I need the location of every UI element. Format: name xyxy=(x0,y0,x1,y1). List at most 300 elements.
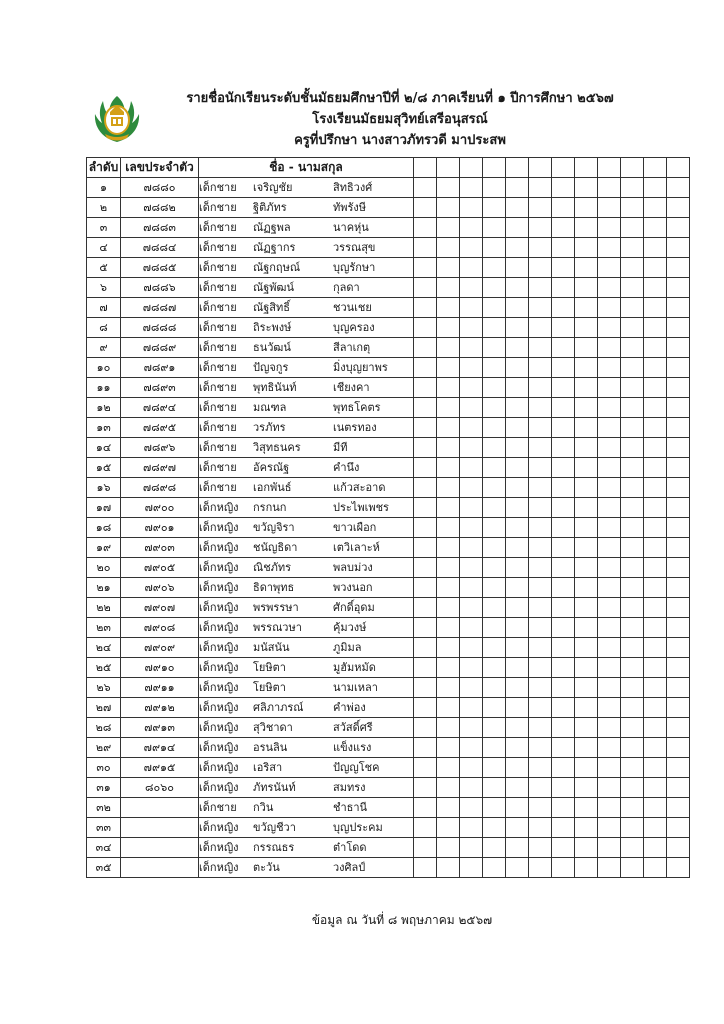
table-row xyxy=(87,218,690,238)
blank-cell xyxy=(529,378,552,398)
first-name: สุวิชาดา xyxy=(253,721,293,734)
row-number: ๓๒ xyxy=(87,798,121,818)
blank-cell xyxy=(575,398,598,418)
blank-cell xyxy=(667,318,690,338)
table-row xyxy=(87,798,690,818)
blank-cell xyxy=(506,858,529,878)
blank-cell xyxy=(483,518,506,538)
blank-cell xyxy=(621,278,644,298)
blank-cell xyxy=(414,198,437,218)
blank-cell xyxy=(598,858,621,878)
blank-cell xyxy=(644,218,667,238)
student-name-cell xyxy=(199,598,414,618)
row-number: ๒๙ xyxy=(87,738,121,758)
row-number: ๒๔ xyxy=(87,638,121,658)
table-row xyxy=(87,458,690,478)
blank-cell xyxy=(506,758,529,778)
last-name: ศักดิ์อุดม xyxy=(333,601,375,614)
blank-cell xyxy=(667,278,690,298)
blank-cell xyxy=(552,358,575,378)
blank-cell xyxy=(598,298,621,318)
blank-cell xyxy=(552,438,575,458)
blank-cell xyxy=(644,638,667,658)
school-name: โรงเรียนมัธยมสุวิทย์เสรีอนุสรณ์ xyxy=(312,112,488,127)
blank-cell xyxy=(621,338,644,358)
student-id: ๗๙๐๗ xyxy=(121,598,199,618)
blank-cell xyxy=(552,858,575,878)
blank-cell xyxy=(483,218,506,238)
blank-cell xyxy=(575,678,598,698)
last-name: ต๋าโดด xyxy=(333,841,367,854)
blank-cell xyxy=(667,518,690,538)
blank-cell xyxy=(575,718,598,738)
blank-cell xyxy=(621,358,644,378)
blank-cell xyxy=(483,658,506,678)
blank-cell xyxy=(552,538,575,558)
first-name: ชนัญธิดา xyxy=(253,541,298,554)
row-number: ๗ xyxy=(87,298,121,318)
student-id: ๗๙๑๒ xyxy=(121,698,199,718)
blank-cell xyxy=(667,498,690,518)
blank-cell xyxy=(529,638,552,658)
blank-cell xyxy=(506,298,529,318)
blank-cell xyxy=(667,418,690,438)
blank-cell xyxy=(529,658,552,678)
blank-cell xyxy=(575,458,598,478)
blank-cell xyxy=(598,398,621,418)
last-name: ทัพรังษี xyxy=(333,201,367,214)
blank-cell xyxy=(483,198,506,218)
blank-cell xyxy=(644,778,667,798)
blank-cell xyxy=(414,478,437,498)
blank-cell xyxy=(667,758,690,778)
blank-cell xyxy=(529,678,552,698)
last-name: ชวนเชย xyxy=(333,301,372,314)
row-number: ๒๕ xyxy=(87,658,121,678)
blank-header xyxy=(552,158,575,178)
blank-cell xyxy=(552,698,575,718)
blank-cell xyxy=(483,598,506,618)
blank-cell xyxy=(483,238,506,258)
table-row xyxy=(87,638,690,658)
table-row xyxy=(87,558,690,578)
blank-cell xyxy=(483,298,506,318)
table-row xyxy=(87,598,690,618)
name-prefix: เด็กชาย xyxy=(199,281,237,294)
blank-cell xyxy=(644,578,667,598)
last-name: คำนึง xyxy=(333,461,360,474)
blank-cell xyxy=(460,798,483,818)
blank-cell xyxy=(437,418,460,438)
first-name: เอริสา xyxy=(253,761,283,774)
blank-cell xyxy=(506,178,529,198)
student-id: ๗๙๐๐ xyxy=(121,498,199,518)
blank-cell xyxy=(414,378,437,398)
blank-cell xyxy=(460,818,483,838)
last-name: นาคหุ่น xyxy=(333,221,369,234)
last-name: วรรณสุข xyxy=(333,241,376,254)
blank-cell xyxy=(575,278,598,298)
student-id: ๗๘๘๖ xyxy=(121,278,199,298)
blank-cell xyxy=(414,778,437,798)
first-name: ขวัญชีวา xyxy=(253,821,296,834)
last-name: ขาวเผือก xyxy=(333,521,377,534)
blank-cell xyxy=(529,238,552,258)
blank-cell xyxy=(414,618,437,638)
blank-cell xyxy=(529,318,552,338)
blank-cell xyxy=(506,258,529,278)
table-row xyxy=(87,818,690,838)
first-name: ศลิภาภรณ์ xyxy=(253,701,304,714)
first-name: โยษิตา xyxy=(253,661,286,674)
blank-cell xyxy=(529,418,552,438)
blank-cell xyxy=(575,538,598,558)
name-prefix: เด็กหญิง xyxy=(199,621,239,634)
student-name-cell xyxy=(199,578,414,598)
blank-cell xyxy=(460,258,483,278)
blank-cell xyxy=(667,338,690,358)
blank-cell xyxy=(552,578,575,598)
blank-cell xyxy=(644,418,667,438)
student-name-cell xyxy=(199,558,414,578)
first-name: ภัทรนันท์ xyxy=(253,781,296,794)
name-prefix: เด็กหญิง xyxy=(199,501,239,514)
blank-cell xyxy=(598,178,621,198)
blank-cell xyxy=(598,518,621,538)
blank-cell xyxy=(667,738,690,758)
blank-cell xyxy=(552,798,575,818)
blank-cell xyxy=(621,258,644,278)
blank-cell xyxy=(483,438,506,458)
student-id: ๗๘๘๐ xyxy=(121,178,199,198)
blank-cell xyxy=(621,398,644,418)
blank-cell xyxy=(621,678,644,698)
blank-cell xyxy=(598,418,621,438)
blank-cell xyxy=(552,558,575,578)
name-prefix: เด็กหญิง xyxy=(199,541,239,554)
first-name: ฐิติภัทร xyxy=(253,201,287,214)
table-row xyxy=(87,698,690,718)
student-id: ๗๘๙๔ xyxy=(121,398,199,418)
blank-cell xyxy=(552,298,575,318)
student-id xyxy=(121,818,199,838)
blank-cell xyxy=(552,178,575,198)
row-number: ๕ xyxy=(87,258,121,278)
student-id: ๗๘๘๕ xyxy=(121,258,199,278)
name-prefix: เด็กชาย xyxy=(199,241,237,254)
blank-cell xyxy=(483,558,506,578)
blank-cell xyxy=(621,378,644,398)
blank-cell xyxy=(414,658,437,678)
name-prefix: เด็กชาย xyxy=(199,461,237,474)
blank-cell xyxy=(437,258,460,278)
name-prefix: เด็กหญิง xyxy=(199,861,239,874)
blank-cell xyxy=(437,698,460,718)
student-name-cell xyxy=(199,838,414,858)
blank-cell xyxy=(437,758,460,778)
row-number: ๓๑ xyxy=(87,778,121,798)
blank-cell xyxy=(621,558,644,578)
first-name: มนัสนัน xyxy=(253,641,290,654)
first-name: พรพรรษา xyxy=(253,601,299,614)
blank-cell xyxy=(460,498,483,518)
last-name: แก้วสะอาด xyxy=(333,481,386,494)
blank-cell xyxy=(598,218,621,238)
blank-cell xyxy=(621,498,644,518)
blank-cell xyxy=(460,438,483,458)
row-number: ๓ xyxy=(87,218,121,238)
name-prefix: เด็กชาย xyxy=(199,801,237,814)
blank-cell xyxy=(552,618,575,638)
first-name: ธนวัฒน์ xyxy=(253,341,291,354)
blank-cell xyxy=(483,758,506,778)
blank-cell xyxy=(575,558,598,578)
blank-cell xyxy=(667,178,690,198)
blank-cell xyxy=(460,218,483,238)
first-name: ณัฏฐากร xyxy=(253,241,296,254)
row-number: ๑๖ xyxy=(87,478,121,498)
blank-cell xyxy=(667,638,690,658)
first-name: มณฑล xyxy=(253,401,287,414)
blank-cell xyxy=(483,738,506,758)
blank-cell xyxy=(667,298,690,318)
student-name-cell xyxy=(199,638,414,658)
first-name: ถิระพงษ์ xyxy=(253,321,292,334)
blank-cell xyxy=(483,538,506,558)
blank-cell xyxy=(552,718,575,738)
table-row xyxy=(87,738,690,758)
blank-cell xyxy=(437,678,460,698)
blank-cell xyxy=(621,658,644,678)
student-id xyxy=(121,858,199,878)
blank-cell xyxy=(598,238,621,258)
blank-cell xyxy=(437,638,460,658)
blank-cell xyxy=(506,238,529,258)
last-name: แข็งแรง xyxy=(333,741,372,754)
blank-cell xyxy=(506,778,529,798)
blank-cell xyxy=(529,778,552,798)
blank-cell xyxy=(552,258,575,278)
student-name-cell xyxy=(199,258,414,278)
first-name: โยษิตา xyxy=(253,681,286,694)
blank-cell xyxy=(483,678,506,698)
student-id: ๗๘๙๖ xyxy=(121,438,199,458)
last-name: พวงนอก xyxy=(333,581,373,594)
student-id: ๗๙๑๓ xyxy=(121,718,199,738)
blank-cell xyxy=(621,518,644,538)
header-no: ลำดับ xyxy=(87,158,121,178)
blank-cell xyxy=(506,398,529,418)
blank-cell xyxy=(598,758,621,778)
blank-cell xyxy=(552,278,575,298)
blank-cell xyxy=(621,298,644,318)
blank-cell xyxy=(483,638,506,658)
blank-cell xyxy=(575,838,598,858)
blank-cell xyxy=(575,578,598,598)
blank-cell xyxy=(529,718,552,738)
student-name-cell xyxy=(199,658,414,678)
blank-header xyxy=(437,158,460,178)
blank-cell xyxy=(437,518,460,538)
blank-cell xyxy=(667,578,690,598)
blank-cell xyxy=(667,398,690,418)
blank-cell xyxy=(598,578,621,598)
blank-header xyxy=(506,158,529,178)
blank-cell xyxy=(575,858,598,878)
blank-cell xyxy=(667,718,690,738)
first-name: ขวัญจิรา xyxy=(253,521,295,534)
blank-cell xyxy=(483,458,506,478)
blank-cell xyxy=(644,278,667,298)
first-name: พุทธินันท์ xyxy=(253,381,297,394)
blank-cell xyxy=(575,618,598,638)
blank-cell xyxy=(414,798,437,818)
name-prefix: เด็กชาย xyxy=(199,181,237,194)
blank-cell xyxy=(552,338,575,358)
blank-cell xyxy=(414,458,437,478)
blank-cell xyxy=(644,458,667,478)
blank-cell xyxy=(598,738,621,758)
blank-cell xyxy=(529,738,552,758)
blank-cell xyxy=(506,458,529,478)
blank-cell xyxy=(552,598,575,618)
name-prefix: เด็กชาย xyxy=(199,381,237,394)
blank-cell xyxy=(552,198,575,218)
blank-cell xyxy=(529,838,552,858)
student-id: ๗๙๐๓ xyxy=(121,538,199,558)
table-row xyxy=(87,358,690,378)
blank-cell xyxy=(621,778,644,798)
blank-cell xyxy=(506,598,529,618)
blank-cell xyxy=(598,678,621,698)
name-prefix: เด็กชาย xyxy=(199,421,237,434)
blank-cell xyxy=(506,558,529,578)
blank-cell xyxy=(506,838,529,858)
blank-cell xyxy=(483,498,506,518)
student-name-cell xyxy=(199,678,414,698)
blank-cell xyxy=(506,498,529,518)
blank-cell xyxy=(598,838,621,858)
blank-cell xyxy=(644,758,667,778)
blank-cell xyxy=(483,798,506,818)
blank-header xyxy=(414,158,437,178)
first-name: วรภัทร xyxy=(253,421,286,434)
blank-cell xyxy=(437,798,460,818)
blank-cell xyxy=(460,618,483,638)
blank-cell xyxy=(644,298,667,318)
data-date-note: ข้อมูล ณ วันที่ ๘ พฤษภาคม ๒๕๖๗ xyxy=(311,913,493,927)
blank-cell xyxy=(575,798,598,818)
first-name: ณัฐพัฒน์ xyxy=(253,281,294,294)
blank-cell xyxy=(644,658,667,678)
blank-cell xyxy=(598,658,621,678)
blank-cell xyxy=(437,458,460,478)
blank-cell xyxy=(644,478,667,498)
blank-cell xyxy=(644,498,667,518)
blank-cell xyxy=(483,838,506,858)
blank-cell xyxy=(575,758,598,778)
student-name-cell xyxy=(199,618,414,638)
blank-cell xyxy=(483,858,506,878)
student-id xyxy=(121,838,199,858)
name-prefix: เด็กชาย xyxy=(199,341,237,354)
blank-cell xyxy=(414,518,437,538)
blank-cell xyxy=(437,298,460,318)
blank-cell xyxy=(575,698,598,718)
blank-cell xyxy=(437,478,460,498)
blank-header xyxy=(529,158,552,178)
blank-cell xyxy=(552,778,575,798)
student-id: ๗๘๙๑ xyxy=(121,358,199,378)
first-name: พรรณวษา xyxy=(253,621,302,634)
blank-cell xyxy=(529,698,552,718)
blank-cell xyxy=(506,818,529,838)
blank-cell xyxy=(667,798,690,818)
blank-cell xyxy=(621,538,644,558)
blank-cell xyxy=(598,538,621,558)
blank-cell xyxy=(667,678,690,698)
blank-cell xyxy=(483,318,506,338)
blank-cell xyxy=(529,478,552,498)
name-prefix: เด็กหญิง xyxy=(199,661,239,674)
blank-cell xyxy=(621,858,644,878)
blank-cell xyxy=(552,218,575,238)
blank-cell xyxy=(621,198,644,218)
row-number: ๑๒ xyxy=(87,398,121,418)
blank-cell xyxy=(506,578,529,598)
last-name: มูฮัมหมัด xyxy=(333,661,376,674)
last-name: มิ่งบุญยาพร xyxy=(333,361,388,374)
student-id: ๗๙๐๘ xyxy=(121,618,199,638)
row-number: ๑๙ xyxy=(87,538,121,558)
blank-header xyxy=(598,158,621,178)
student-id xyxy=(121,798,199,818)
blank-cell xyxy=(529,578,552,598)
blank-cell xyxy=(437,718,460,738)
last-name: สีลาเกตุ xyxy=(333,341,371,354)
blank-cell xyxy=(621,318,644,338)
blank-cell xyxy=(667,658,690,678)
blank-cell xyxy=(506,478,529,498)
blank-cell xyxy=(460,398,483,418)
blank-cell xyxy=(575,198,598,218)
first-name: ณัฐกฤษณ์ xyxy=(253,261,301,274)
blank-cell xyxy=(644,818,667,838)
table-row xyxy=(87,238,690,258)
blank-cell xyxy=(506,798,529,818)
document-title: รายชื่อนักเรียนระดับชั้นมัธยมศึกษาปีที่ ๒/๘ ภาคเรียนที่ ๑ ปีการศึกษา ๒๕๖๗ xyxy=(186,91,614,106)
student-name-cell xyxy=(199,518,414,538)
blank-cell xyxy=(667,778,690,798)
blank-cell xyxy=(529,558,552,578)
last-name: มีที xyxy=(333,441,348,454)
blank-cell xyxy=(552,678,575,698)
blank-cell xyxy=(552,758,575,778)
student-id: ๗๙๐๕ xyxy=(121,558,199,578)
row-number: ๓๐ xyxy=(87,758,121,778)
blank-cell xyxy=(598,378,621,398)
blank-cell xyxy=(621,438,644,458)
student-id: ๗๙๑๑ xyxy=(121,678,199,698)
blank-cell xyxy=(552,418,575,438)
blank-cell xyxy=(414,258,437,278)
student-name-cell xyxy=(199,238,414,258)
blank-cell xyxy=(460,558,483,578)
table-row xyxy=(87,858,690,878)
blank-cell xyxy=(460,458,483,478)
student-roster-table xyxy=(86,157,690,878)
table-row xyxy=(87,538,690,558)
